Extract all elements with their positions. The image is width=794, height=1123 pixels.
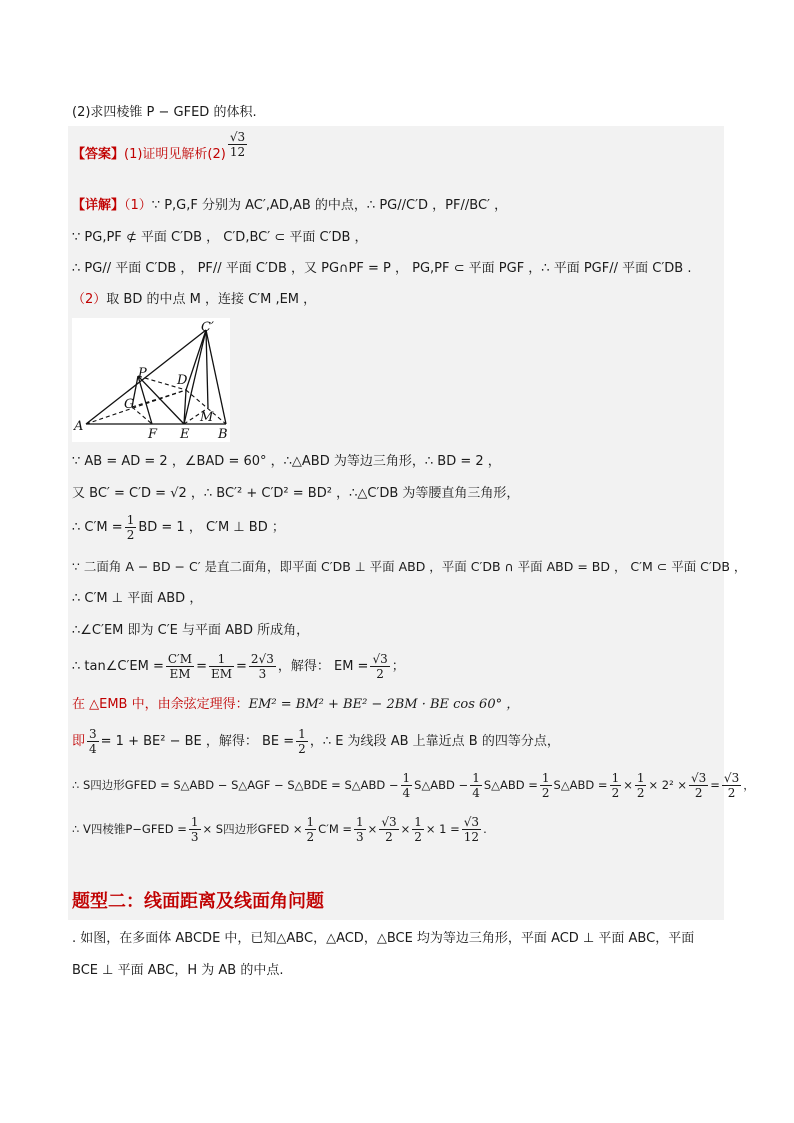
label-M: M xyxy=(200,410,214,425)
label-F: F xyxy=(148,427,158,442)
label-B: B xyxy=(218,427,228,442)
solution-line-4: ∵ 二面角 A − BD − C′ 是直二面角，即平面 C′DB ⊥ 平面 ABD ，平面 C′DB ∩ 平面 ABD = BD ， C′M ⊂ 平面 C′DB ， xyxy=(72,559,747,574)
solution-line-5: ∴ C′M ⊥ 平面 ABD ， xyxy=(72,591,203,606)
label-G: G xyxy=(124,397,135,412)
solution-line-3: ∴ C′M = $\frac{1}{2}$ BD = 1 ， C′M ⊥ BD ； xyxy=(72,513,285,542)
label-E: E xyxy=(180,427,190,442)
solution-line-6: ∴∠C′EM 即为 C′E 与平面 ABD 所成角， xyxy=(72,623,310,638)
detail-line-4: （2）取 BD 的中点 M ，连接 C′M ,EM ， xyxy=(72,292,317,307)
label-D: D xyxy=(177,373,188,388)
label-A: A xyxy=(74,419,84,434)
solution-line-1: ∵ AB = AD = 2 ，∠BAD = 60° ，∴△ABD 为等边三角形，∴ BD = 2 ， xyxy=(72,454,501,469)
solution-line-11: ∴ V四棱锥P−GFED = $\frac{1}{3}$ × S四边形GFED × $\frac{1}{2}$ C′M = $\frac{1}{3}$ × $\frac{√3}{2}$ × $\frac{1}{2}$ × 1 = $\frac{√3}{12}$ . xyxy=(72,815,487,844)
solution-line-10: ∴ S四边形GFED = S△ABD − S△AGF − S△BDE = S△ABD − $\frac{1}{4}$ S△ABD − $\frac{1}{4}$ S△ABD = $\frac{1}{2}$ S△ABD = $\frac{1}{2}$ × $\frac{1}{2}$ × 2² × $\frac{√3}{2}$ = $\frac{√3}{2}$ ， xyxy=(72,771,755,800)
detail-line-2: ∵ PG,PF ⊄ 平面 C′DB ， C′D,BC′ ⊂ 平面 C′DB ， xyxy=(72,230,368,245)
label-P: P xyxy=(138,366,147,381)
answer-fraction: $\frac{√3}{12}$ xyxy=(229,130,246,159)
label-C: C′ xyxy=(201,320,214,335)
answer-text: (1)证明见解析(2) xyxy=(124,147,226,162)
section-heading: 题型二：线面距离及线面角问题 xyxy=(72,891,324,912)
problem-line-2: BCE ⊥ 平面 ABC，H 为 AB 的中点. xyxy=(72,963,284,978)
answer-label: 【答案】 xyxy=(72,147,125,162)
detail-line-3: ∴ PG// 平面 C′DB ， PF// 平面 C′DB ，又 PG∩PF = P ， PG,PF ⊂ 平面 PGF ，∴ 平面 PGF// 平面 C′DB . xyxy=(72,261,692,276)
solution-line-8: 在 △EMB 中，由余弦定理得：EM² = BM² + BE² − 2BM · BE cos 60° ， xyxy=(72,697,520,712)
question-part-2: (2)求四棱锥 P − GFED 的体积. xyxy=(72,105,257,120)
answer-line xyxy=(72,130,249,164)
detail-label: 【详解】 xyxy=(72,198,125,213)
detail-line-1: 【详解】（1）∵ P,G,F 分别为 AC′,AD,AB 的中点，∴ PG//C′D ，PF//BC′ ， xyxy=(72,198,508,213)
solution-line-9: 即 $\frac{3}{4}$ = 1 + BE² − BE ，解得： BE = $\frac{1}{2}$ ，∴ E 为线段 AB 上靠近点 B 的四等分点， xyxy=(72,727,560,756)
geometry-figure xyxy=(72,318,230,442)
solution-line-2: 又 BC′ = C′D = √2 ，∴ BC′² + C′D² = BD² ，∴△C′DB 为等腰直角三角形， xyxy=(72,486,520,501)
problem-line-1: . 如图，在多面体 ABCDE 中，已知△ABC，△ACD，△BCE 均为等边三角形，平面 ACD ⊥ 平面 ABC，平面 xyxy=(72,931,695,946)
solution-line-7: ∴ tan∠C′EM = $\frac{C'M}{EM}$ = $\frac{1}{EM}$ = $\frac{2√3}{3}$ ，解得： EM = $\frac{√3}{2}$ ； xyxy=(72,652,405,681)
